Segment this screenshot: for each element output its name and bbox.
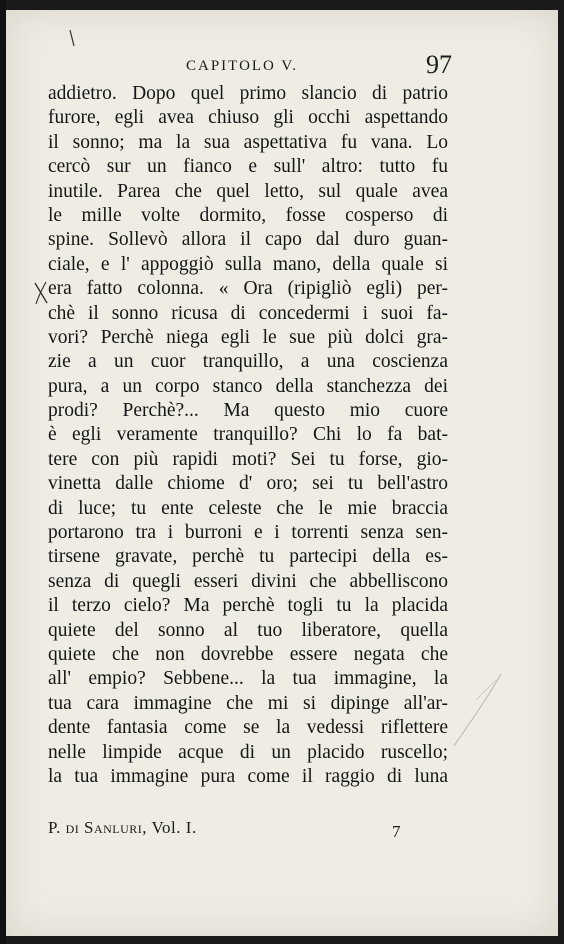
page-number: 97 <box>426 50 452 79</box>
text-line: addietro. Dopo quel primo slancio di patrio <box>48 83 448 104</box>
text-line: tirsene gravate, perchè tu partecipi della es- <box>48 546 448 568</box>
book-page <box>6 10 558 936</box>
text-line: di luce; tu ente celeste che le mie braccia <box>48 497 448 519</box>
running-title: CAPITOLO V. <box>186 58 299 74</box>
text-line: le mille volte dormito, fosse cosperso di <box>48 204 448 226</box>
text-line: zie a un cuor tranquillo, a una coscienza <box>48 351 448 373</box>
page-header <box>6 50 558 80</box>
text-line: il sonno; ma la sua aspettativa fu vana. Lo <box>48 131 448 153</box>
signature-volume: , Vol. I. <box>142 818 197 837</box>
text-line: cercò sur un fianco e sull' altro: tutto fu <box>48 156 448 178</box>
text-line: spine. Sollevò allora il capo dal duro guan- <box>48 229 448 251</box>
ink-tick-mark <box>68 28 78 48</box>
signature-author: di Sanluri <box>65 818 143 837</box>
text-line: prodi? Perchè?... Ma questo mio cuore <box>48 400 448 422</box>
body-text <box>48 82 448 789</box>
text-line: vinetta dalle chiome d' oro; sei tu bell'astro <box>48 473 448 495</box>
text-line: tua cara immagine che mi si dipinge all'ar- <box>48 692 448 714</box>
text-line: nelle limpide acque di un placido ruscello; <box>48 741 448 763</box>
text-line: ciale, e l' appoggiò sulla mano, della quale si <box>48 253 448 275</box>
text-line: furore, egli avea chiuso gli occhi aspettando <box>48 107 448 129</box>
text-line: il terzo cielo? Ma perchè togli tu la placida <box>48 595 448 617</box>
text-line: all' empio? Sebbene... la tua immagine, la <box>48 668 448 690</box>
text-line: inutile. Parea che quel letto, sul quale avea <box>48 180 448 202</box>
text-line: vori? Perchè niega egli le sue più dolci gra- <box>48 326 448 348</box>
text-line: chè il sonno ricusa di concedermi i suoi fa- <box>48 302 448 324</box>
text-line: dente fantasia come se la vedessi riflettere <box>48 717 448 739</box>
sheet-number: 7 <box>392 822 401 841</box>
text-line: quiete del sonno al tuo liberatore, quella <box>48 619 448 641</box>
text-line: la tua immagine pura come il raggio di luna <box>48 765 448 787</box>
pencil-stroke-mark <box>446 670 506 750</box>
book-signature <box>48 818 197 838</box>
text-line: senza di quegli esseri divini che abbelliscono <box>48 570 448 592</box>
text-line: tere con più rapidi moti? Sei tu forse, gio- <box>48 448 448 470</box>
signature-prefix: P. <box>48 818 66 837</box>
text-line: pura, a un corpo stanco della stanchezza dei <box>48 375 448 397</box>
text-line: quiete che non dovrebbe essere negata che <box>48 643 448 665</box>
text-line: era fatto colonna. « Ora (ripigliò egli) per- <box>48 278 448 300</box>
text-line: è egli veramente tranquillo? Chi lo fa bat- <box>48 424 448 446</box>
page-footer <box>6 818 558 848</box>
text-line: portarono tra i burroni e i torrenti senza sen- <box>48 522 448 544</box>
